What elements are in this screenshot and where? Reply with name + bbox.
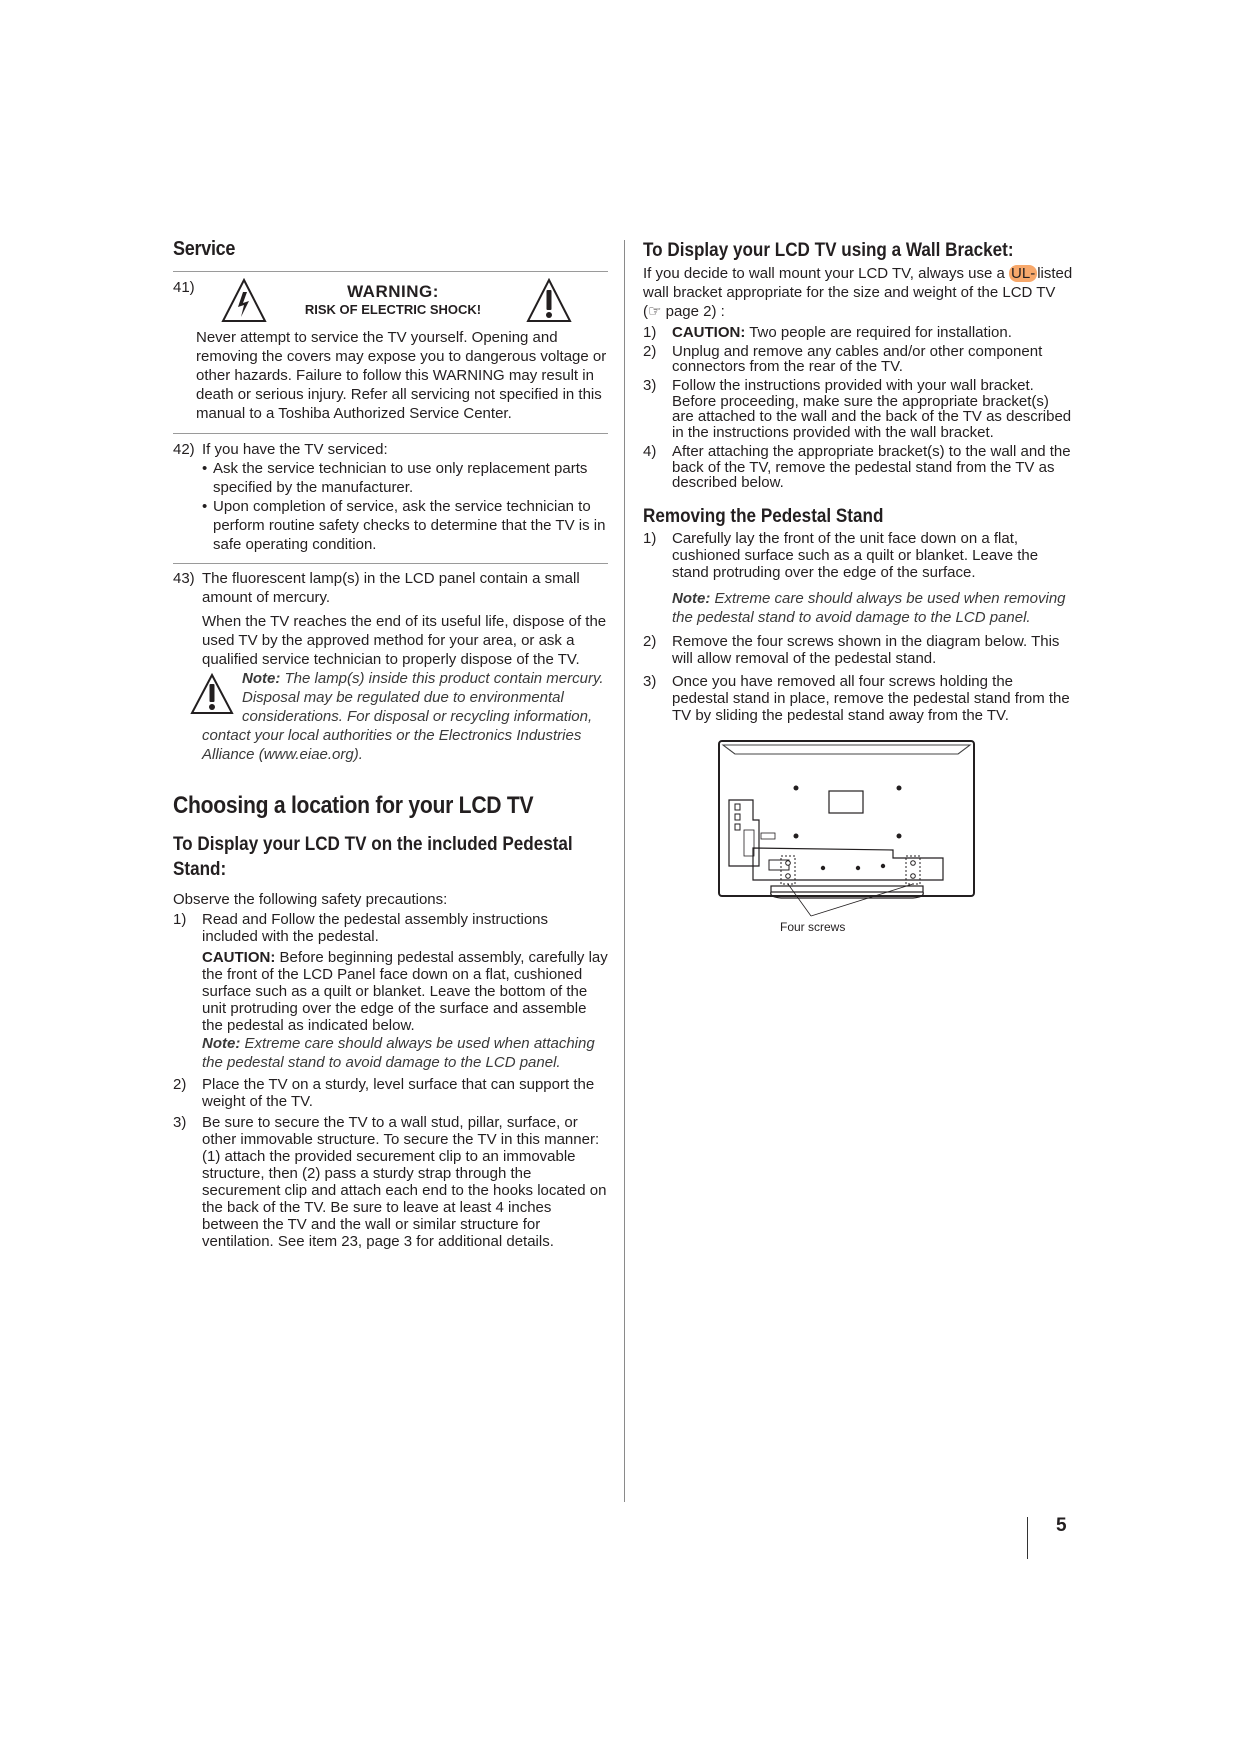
location-item-2 (173, 1076, 608, 1110)
bullet-item: • Upon completion of service, ask the service technician to perform routine safety checks to determine that the TV is in safe operating condition. (202, 497, 608, 554)
exclamation-icon (526, 278, 572, 324)
right-column (643, 238, 1073, 958)
item-number: 3) (173, 1114, 187, 1131)
warning-box (173, 278, 608, 342)
item-number: 3) (643, 377, 657, 394)
note-body: Extreme care should always be used when removing the pedestal stand to avoid damage to the LCD panel. (672, 589, 1066, 626)
electric-shock-icon (221, 278, 267, 324)
wall-intro-a: If you decide to wall mount your LCD TV, always use a (643, 265, 1010, 282)
location-heading: Choosing a location for your LCD TV (173, 792, 534, 819)
diagram-caption: Four screws (780, 919, 846, 934)
note-label: Note: (202, 1035, 241, 1052)
service-rule (173, 271, 608, 272)
item-text: After attaching the appropriate bracket(s) to the wall and the back of the TV, remove the pedestal stand from the TV as described below. (672, 443, 1071, 491)
item-42-text: If you have the TV serviced: (202, 441, 388, 458)
left-column (173, 238, 608, 1250)
page-number: 5 (1056, 1515, 1067, 1536)
item-43 (173, 569, 608, 607)
removing-item-2 (643, 633, 1073, 667)
item-number: 4) (643, 443, 657, 460)
warning-subtitle: RISK OF ELECTRIC SHOCK! (304, 302, 482, 317)
item-41-number: 41) (173, 279, 195, 296)
precautions-intro: Observe the following safety precautions: (173, 891, 448, 908)
item-number: 1) (643, 324, 657, 341)
item-text: Remove the four screws shown in the diagram below. This will allow removal of the pedestal stand. (672, 632, 1060, 667)
page-ref-icon: ☞ (648, 303, 662, 320)
removing-item-3 (643, 673, 1073, 724)
caution-text: Before beginning pedestal assembly, carefully lay the front of the LCD Panel face down on a flat, cushioned surface such as a quilt or blanket. Leave the bottom of the unit protruding over the edge of the surface and assemble the pedestal as indicated below. (202, 949, 608, 1034)
caution-label: CAUTION: (672, 324, 746, 341)
wall-bracket-heading: To Display your LCD TV using a Wall Bracket: (643, 240, 1014, 261)
item-number: 1) (173, 911, 187, 928)
item-42-bullets (202, 459, 608, 554)
bullet-text: Ask the service technician to use only replacement parts specified by the manufacturer. (213, 460, 588, 496)
item-number: 2) (643, 632, 657, 650)
pedestal-note (202, 1034, 608, 1072)
removing-item-1 (643, 530, 1073, 581)
item-text: Once you have removed all four screws holding the pedestal stand in place, remove the pedestal stand from the TV by sliding the pedestal stand away from the TV. (672, 672, 1070, 724)
item-text: Two people are required for installation. (745, 324, 1012, 341)
page-number-rule (1027, 1517, 1028, 1559)
bullet-text: Upon completion of service, ask the service technician to perform routine safety checks to determine that the TV is in safe operating condition. (213, 498, 606, 553)
item-41-rule (173, 433, 608, 434)
removing-heading: Removing the Pedestal Stand (643, 505, 884, 527)
item-text: Read and Follow the pedestal assembly instructions included with the pedestal. (202, 911, 549, 945)
item-number: 2) (173, 1076, 187, 1093)
item-42 (173, 440, 608, 459)
bullet-item: • Ask the service technician to use only replacement parts specified by the manufacturer. (202, 459, 608, 497)
wall-intro-c: page 2) : (661, 303, 725, 320)
mercury-note-text (202, 669, 608, 764)
item-text: Follow the instructions provided with your wall bracket. Before proceeding, make sure the appropriate bracket(s) are attached to the wall and the back of the TV as described in the instructions provided with the wall bracket. (672, 377, 1072, 441)
location-item-1 (173, 911, 608, 945)
item-text: Be sure to secure the TV to a wall stud, pillar, surface, or other immovable structure. To secure the TV in this manner: (1) attach the provided securement clip to an immovable structure, then (2) pass a sturdy strap through the securement clip and attach each end to the hooks located on the back of the TV. Be sure to leave at least 4 inches between the TV and the wall or similar structure for ventilation. See item 23, page 3 for additional details. (202, 1114, 607, 1250)
item-text: Carefully lay the front of the unit face down on a flat, cushioned surface such as a quilt or blanket. Leave the stand protruding over the edge of the surface. (672, 529, 1039, 581)
note-body: The lamp(s) inside this product contain mercury. Disposal may be regulated due to environmental considerations. For disposal or recycling information, contact your local authorities or the Electronics Industries Alliance (www.eiae.org). (202, 670, 604, 763)
tv-back-diagram (643, 738, 1073, 958)
pedestal-heading: To Display your LCD TV on the included Pedestal Stand: (173, 834, 573, 880)
warning-title: WARNING: (347, 282, 439, 301)
wall-item-3 (643, 378, 1073, 440)
note-body: Extreme care should always be used when attaching the pedestal stand to avoid damage to the LCD panel. (202, 1035, 595, 1071)
item-43-text: The fluorescent lamp(s) in the LCD panel contain a small amount of mercury. (202, 570, 580, 606)
note-label: Note: (242, 670, 281, 687)
mercury-note (202, 669, 608, 764)
wall-item-2 (643, 344, 1073, 374)
item-number: 1) (643, 529, 657, 547)
item-text: Place the TV on a sturdy, level surface that can support the weight of the TV. (202, 1076, 595, 1110)
item-43-paragraph: When the TV reaches the end of its useful life, dispose of the used TV by the approved method for your area, or ask a qualified service technician to properly dispose of the TV. (202, 613, 607, 668)
item-42-rule (173, 563, 608, 564)
item-number: 3) (643, 672, 657, 690)
removing-note (672, 589, 1073, 627)
item-number: 2) (643, 343, 657, 360)
tv-rear-illustration (643, 738, 1073, 958)
item-43-number: 43) (173, 570, 195, 587)
item-41-text: Never attempt to service the TV yourself. Opening and removing the covers may expose you to dangerous voltage or other hazards. Failure to follow this WARNING may result in death or serious injury. Refer all servicing not specified in this manual to a Toshiba Authorized Service Center. (196, 329, 607, 422)
wall-intro-b: listed wall bracket appropriate for the size and weight of the LCD TV ( (643, 265, 1073, 320)
wall-item-1 (643, 324, 1073, 341)
item-text: Unplug and remove any cables and/or other component connectors from the rear of the TV. (672, 343, 1043, 375)
item-42-number: 42) (173, 441, 195, 458)
wall-intro (643, 264, 1073, 321)
caution-label: CAUTION: (202, 949, 276, 966)
location-item-3 (173, 1114, 608, 1250)
service-heading: Service (173, 238, 236, 260)
column-divider (624, 240, 625, 1502)
caution-icon (190, 673, 234, 715)
note-label: Note: (672, 589, 711, 607)
wall-item-4 (643, 444, 1073, 491)
ul-highlight: UL- (1011, 265, 1036, 282)
caution-block (202, 949, 608, 1034)
